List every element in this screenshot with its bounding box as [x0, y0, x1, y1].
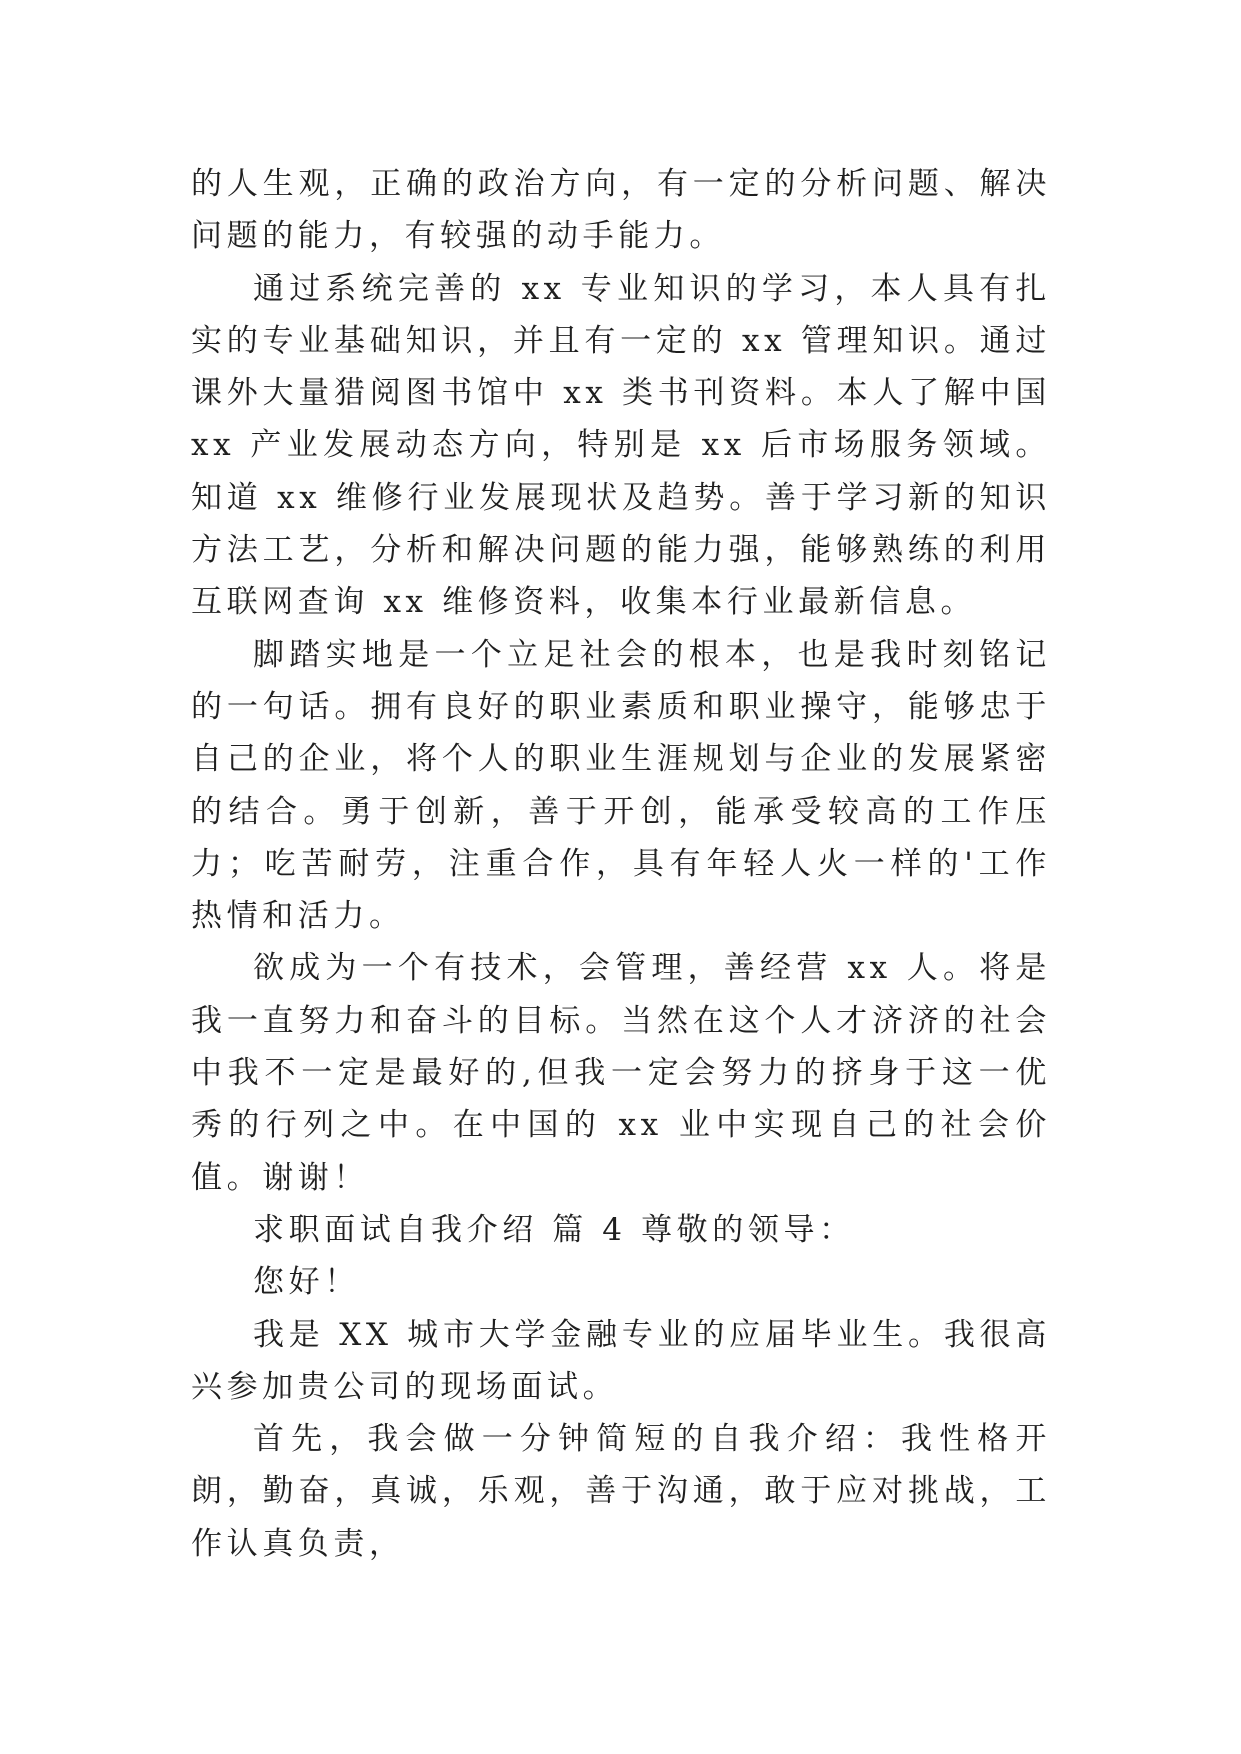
- greeting: 您好！: [253, 1264, 360, 1301]
- paragraph-self-description: 首先，我会做一分钟简短的自我介绍：我性格开朗，勤奋，真诚，乐观，善于沟通，敢于应对挑战，工作认真负责，: [191, 1421, 1051, 1562]
- section-heading: 求职面试自我介绍 篇 4 尊敬的领导：: [253, 1211, 855, 1248]
- document-body: [191, 158, 1051, 1570]
- paragraph-goal: 欲成为一个有技术，会管理，善经营 xx 人。将是我一直努力和奋斗的目标。当然在这个人才济济的社会中我不一定是最好的,但我一定会努力的挤身于这一优秀的行列之中。在中国的 xx 业中实现自己的社会价值。谢谢！: [191, 950, 1051, 1196]
- paragraph-character: 脚踏实地是一个立足社会的根本，也是我时刻铭记的一句话。拥有良好的职业素质和职业操守，能够忠于自己的企业，将个人的职业生涯规划与企业的发展紧密的结合。勇于创新，善于开创，能承受较高的工作压力；吃苦耐劳，注重合作，具有年轻人火一样的'工作热情和活力。: [191, 636, 1051, 935]
- paragraph-knowledge: 通过系统完善的 xx 专业知识的学习，本人具有扎实的专业基础知识，并且有一定的 xx 管理知识。通过课外大量猎阅图书馆中 xx 类书刊资料。本人了解中国 xx 产业发展动态方向，特别是 xx 后市场服务领域。知道 xx 维修行业发展现状及趋势。善于学习新的知识方法工艺，分析和解决问题的能力强，能够熟练的利用互联网查询 xx 维修资料，收集本行业最新信息。: [191, 270, 1051, 621]
- paragraph-continuation: 的人生观，正确的政治方向，有一定的分析问题、解决问题的能力，有较强的动手能力。: [191, 166, 1051, 255]
- paragraph-introduction: 我是 XX 城市大学金融专业的应届毕业生。我很高兴参加贵公司的现场面试。: [191, 1316, 1051, 1405]
